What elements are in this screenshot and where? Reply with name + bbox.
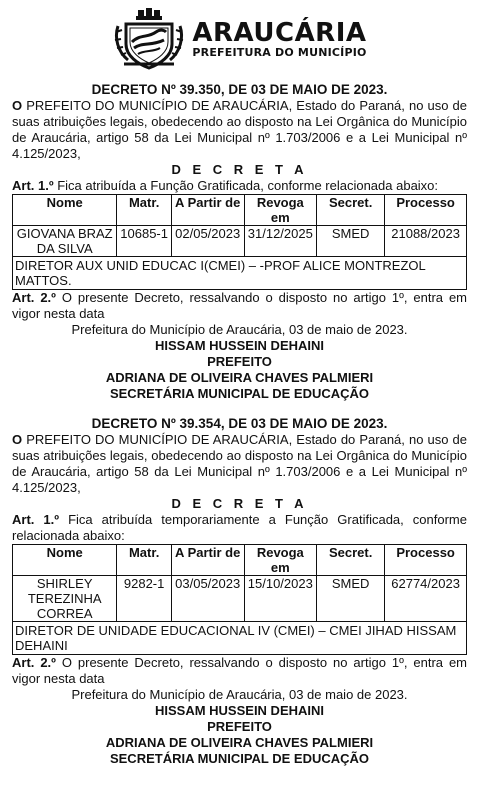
article-1-label: Art. 1.º bbox=[12, 178, 54, 193]
signatory-role: PREFEITO bbox=[207, 354, 272, 369]
article-2-text: O presente Decreto, ressalvando o disposto no artigo 1º, entra em vigor nesta data bbox=[12, 655, 468, 686]
municipality-header bbox=[12, 6, 467, 72]
table-cell: 9282-1 bbox=[117, 576, 171, 622]
column-header: Processo bbox=[385, 195, 467, 226]
decree-block bbox=[12, 82, 467, 402]
table-row bbox=[13, 576, 467, 622]
article-1-label: Art. 1.º bbox=[12, 512, 60, 527]
article-2-label: Art. 2.º bbox=[12, 655, 56, 670]
appointment-table bbox=[12, 544, 467, 655]
column-header: Processo bbox=[385, 545, 467, 576]
article-2-text: O presente Decreto, ressalvando o disposto no artigo 1º, entra em vigor nesta data bbox=[12, 290, 468, 321]
coat-of-arms-icon bbox=[112, 8, 186, 70]
signatory-name: HISSAM HUSSEIN DEHAINI bbox=[154, 703, 325, 718]
place-date: Prefeitura do Município de Araucária, 03 de maio de 2023. bbox=[71, 687, 408, 702]
table-cell: 62774/2023 bbox=[385, 576, 467, 622]
table-row bbox=[13, 226, 467, 257]
column-header: Revoga em bbox=[244, 195, 317, 226]
table-cell: 03/05/2023 bbox=[171, 576, 244, 622]
city-name: ARAUCÁRIA bbox=[192, 17, 367, 48]
table-header-row bbox=[13, 195, 467, 226]
city-subtitle: PREFEITURA DO MUNICÍPIO bbox=[192, 45, 367, 59]
decree-intro bbox=[12, 98, 467, 162]
table-cell: 31/12/2025 bbox=[244, 226, 317, 257]
place-date: Prefeitura do Município de Araucária, 03 de maio de 2023. bbox=[71, 322, 408, 337]
signatory-name: ADRIANA DE OLIVEIRA CHAVES PALMIERI bbox=[105, 735, 374, 750]
intro-initial: O bbox=[12, 98, 23, 113]
article-1 bbox=[12, 178, 467, 194]
column-header: Secret. bbox=[317, 545, 385, 576]
intro-text: PREFEITO DO MUNICÍPIO DE ARAUCÁRIA, Estado do Paraná, no uso de suas atribuições legais, obedecendo ao disposto na Lei Orgânica do Município de Araucária, artigo 58 da Lei Municipal nº 1.703/2006 e a Lei Municipal nº 4.125/2023, bbox=[12, 98, 467, 161]
decreta-heading: D E C R E T A bbox=[171, 162, 308, 177]
table-function-row bbox=[13, 257, 467, 290]
decree-intro bbox=[12, 432, 467, 496]
article-1 bbox=[12, 512, 467, 544]
column-header: A Partir de bbox=[171, 545, 244, 576]
signatory-role: SECRETÁRIA MUNICIPAL DE EDUCAÇÃO bbox=[109, 751, 370, 766]
table-cell: 15/10/2023 bbox=[244, 576, 317, 622]
column-header: Matr. bbox=[117, 545, 171, 576]
intro-initial: O bbox=[12, 432, 23, 447]
article-2-label: Art. 2.º bbox=[12, 290, 56, 305]
function-description: DIRETOR AUX UNID EDUCAC I(CMEI) – -PROF ALICE MONTREZOL MATTOS. bbox=[13, 257, 467, 290]
table-function-row bbox=[13, 622, 467, 655]
table-cell: GIOVANA BRAZ DA SILVA bbox=[13, 226, 117, 257]
table-cell: SHIRLEY TEREZINHA CORREA bbox=[13, 576, 117, 622]
table-header-row bbox=[13, 545, 467, 576]
column-header: Revoga em bbox=[244, 545, 317, 576]
article-1-text: Fica atribuída temporariamente a Função Gratificada, conforme relacionada abaixo: bbox=[12, 512, 467, 543]
decreta-heading: D E C R E T A bbox=[171, 496, 308, 511]
appointment-table bbox=[12, 194, 467, 290]
column-header: Nome bbox=[13, 545, 117, 576]
decree-title: DECRETO Nº 39.350, DE 03 DE MAIO DE 2023. bbox=[91, 82, 388, 97]
signatory-role: PREFEITO bbox=[207, 719, 272, 734]
article-2 bbox=[12, 290, 467, 322]
column-header: Nome bbox=[13, 195, 117, 226]
signatory-name: ADRIANA DE OLIVEIRA CHAVES PALMIERI bbox=[105, 370, 374, 385]
table-cell: 21088/2023 bbox=[385, 226, 467, 257]
table-cell: 02/05/2023 bbox=[171, 226, 244, 257]
table-cell: SMED bbox=[317, 576, 385, 622]
table-cell: SMED bbox=[317, 226, 385, 257]
column-header: Matr. bbox=[117, 195, 171, 226]
signatory-name: HISSAM HUSSEIN DEHAINI bbox=[154, 338, 325, 353]
signatory-role: SECRETÁRIA MUNICIPAL DE EDUCAÇÃO bbox=[109, 386, 370, 401]
article-2 bbox=[12, 655, 467, 687]
function-description: DIRETOR DE UNIDADE EDUCACIONAL IV (CMEI) – CMEI JIHAD HISSAM DEHAINI bbox=[13, 622, 467, 655]
table-cell: 10685-1 bbox=[117, 226, 171, 257]
intro-text: PREFEITO DO MUNICÍPIO DE ARAUCÁRIA, Estado do Paraná, no uso de suas atribuições legais, obedecendo ao disposto na Lei Orgânica do Município de Araucária, artigo 58 da Lei Municipal nº 1.703/2006 e a Lei Municipal nº 4.125/2023, bbox=[12, 432, 467, 495]
decree-block bbox=[12, 416, 467, 767]
column-header: A Partir de bbox=[171, 195, 244, 226]
decree-title: DECRETO Nº 39.354, DE 03 DE MAIO DE 2023. bbox=[91, 416, 388, 431]
column-header: Secret. bbox=[317, 195, 385, 226]
article-1-text: Fica atribuída a Função Gratificada, conforme relacionada abaixo: bbox=[53, 178, 439, 193]
